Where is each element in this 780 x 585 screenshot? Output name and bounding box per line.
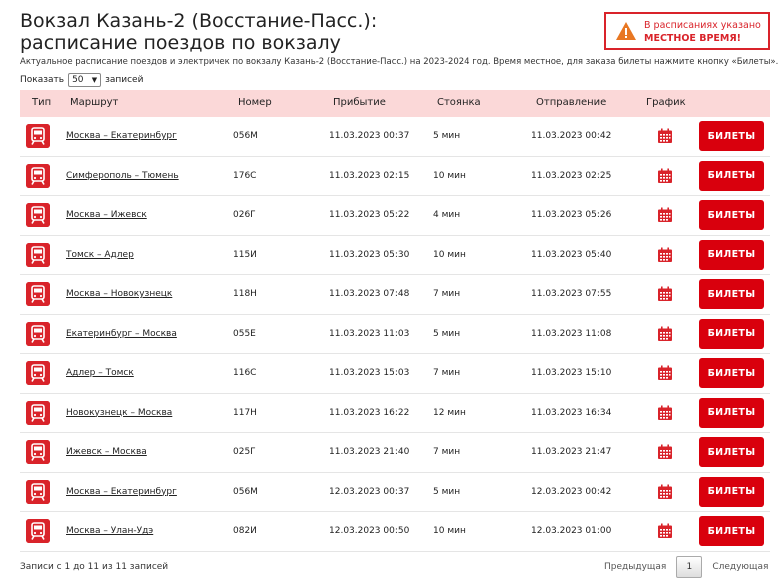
col-type[interactable]: Тип (32, 97, 52, 108)
stop-duration: 10 мин (433, 526, 466, 536)
route-link[interactable]: Москва – Екатеринбург (66, 131, 177, 141)
tickets-button[interactable]: БИЛЕТЫ (699, 477, 764, 507)
pagination-next[interactable]: Следующая (712, 562, 769, 572)
route-link[interactable]: Адлер – Томск (66, 368, 134, 378)
table-row (20, 117, 770, 157)
train-icon (26, 480, 50, 504)
length-suffix: записей (105, 75, 144, 85)
route-link[interactable]: Ижевск – Москва (66, 447, 147, 457)
arrival-time: 11.03.2023 21:40 (329, 447, 410, 457)
arrival-time: 11.03.2023 07:48 (329, 289, 410, 299)
departure-time: 11.03.2023 15:10 (531, 368, 612, 378)
arrival-time: 11.03.2023 02:15 (329, 170, 410, 181)
train-number: 117Н (233, 407, 257, 418)
notice-line-1: В расписаниях указано (644, 20, 761, 31)
train-number: 082И (233, 526, 257, 536)
calendar-icon[interactable] (657, 168, 673, 184)
route-link[interactable]: Москва – Улан-Удэ (66, 526, 154, 536)
stop-duration: 5 мин (433, 131, 461, 141)
stop-duration: 7 мин (433, 368, 461, 378)
pagination-page[interactable]: 1 (676, 556, 702, 578)
train-icon (26, 243, 50, 267)
col-route[interactable]: Маршрут (70, 97, 119, 108)
local-time-notice (604, 12, 770, 50)
route-link[interactable]: Москва – Ижевск (66, 210, 147, 220)
train-number: 056М (233, 131, 258, 141)
table-row (20, 354, 770, 394)
warning-icon (615, 21, 637, 41)
table-row (20, 236, 770, 276)
route-link[interactable]: Новокузнецк – Москва (66, 407, 173, 418)
length-control (20, 73, 143, 87)
col-stop[interactable]: Стоянка (437, 97, 481, 108)
train-icon (26, 164, 50, 188)
table-row (20, 275, 770, 315)
train-icon (26, 440, 50, 464)
schedule-table (20, 90, 770, 552)
col-arrival[interactable]: Прибытие (333, 97, 386, 108)
stop-duration: 4 мин (433, 210, 461, 220)
departure-time: 11.03.2023 00:42 (531, 131, 612, 141)
departure-time: 11.03.2023 16:34 (531, 407, 612, 418)
arrival-time: 11.03.2023 05:22 (329, 210, 410, 220)
calendar-icon[interactable] (657, 444, 673, 460)
calendar-icon[interactable] (657, 247, 673, 263)
notice-line-2: МЕСТНОЕ ВРЕМЯ! (644, 33, 742, 44)
stop-duration: 7 мин (433, 289, 461, 299)
train-number: 056М (233, 486, 258, 497)
train-number: 055Е (233, 328, 256, 339)
page-description: Актуальное расписание поездов и электричек по вокзалу Казань-2 (Восстание-Пасс.) на 2023-2024 год. Время местное, для заказа билеты нажмите кнопку «Билеты». (20, 57, 779, 67)
tickets-button[interactable]: БИЛЕТЫ (699, 200, 764, 230)
tickets-button[interactable]: БИЛЕТЫ (699, 121, 764, 151)
train-number: 115И (233, 249, 257, 260)
departure-time: 11.03.2023 05:40 (531, 249, 612, 260)
departure-time: 11.03.2023 02:25 (531, 170, 612, 181)
table-row (20, 394, 770, 434)
departure-time: 12.03.2023 00:42 (531, 486, 612, 497)
calendar-icon[interactable] (657, 326, 673, 342)
table-row (20, 512, 770, 552)
length-select[interactable] (68, 73, 101, 87)
stop-duration: 5 мин (433, 486, 461, 497)
table-row (20, 157, 770, 197)
stop-duration: 5 мин (433, 328, 461, 339)
arrival-time: 12.03.2023 00:50 (329, 526, 410, 536)
train-icon (26, 282, 50, 306)
col-departure[interactable]: Отправление (536, 97, 607, 108)
pagination-previous[interactable]: Предыдущая (604, 562, 667, 572)
length-prefix: Показать (20, 75, 65, 85)
col-number[interactable]: Номер (238, 97, 272, 108)
tickets-button[interactable]: БИЛЕТЫ (699, 358, 764, 388)
train-icon (26, 322, 50, 346)
calendar-icon[interactable] (657, 523, 673, 539)
stop-duration: 7 мин (433, 447, 461, 457)
arrival-time: 11.03.2023 11:03 (329, 328, 410, 339)
tickets-button[interactable]: БИЛЕТЫ (699, 437, 764, 467)
departure-time: 11.03.2023 05:26 (531, 210, 612, 220)
calendar-icon[interactable] (657, 484, 673, 500)
stop-duration: 10 мин (433, 170, 466, 181)
title-line-1: Вокзал Казань-2 (Восстание-Пасс.): (20, 10, 378, 32)
table-body (20, 117, 770, 552)
page-title (20, 10, 377, 54)
arrival-time: 11.03.2023 00:37 (329, 131, 410, 141)
train-icon (26, 519, 50, 543)
calendar-icon[interactable] (657, 365, 673, 381)
chevron-down-icon: ▼ (91, 76, 98, 84)
calendar-icon[interactable] (657, 128, 673, 144)
calendar-icon[interactable] (657, 286, 673, 302)
calendar-icon[interactable] (657, 405, 673, 421)
train-icon (26, 401, 50, 425)
train-number: 116С (233, 368, 257, 378)
table-header (20, 90, 770, 117)
departure-time: 11.03.2023 07:55 (531, 289, 612, 299)
tickets-button[interactable]: БИЛЕТЫ (699, 516, 764, 546)
tickets-button[interactable]: БИЛЕТЫ (699, 240, 764, 270)
table-row (20, 433, 770, 473)
train-icon (26, 361, 50, 385)
table-row (20, 473, 770, 513)
departure-time: 11.03.2023 21:47 (531, 447, 612, 457)
departure-time: 12.03.2023 01:00 (531, 526, 612, 536)
tickets-button[interactable]: БИЛЕТЫ (699, 161, 764, 191)
train-number: 118Н (233, 289, 257, 299)
arrival-time: 11.03.2023 15:03 (329, 368, 410, 378)
stop-duration: 10 мин (433, 249, 466, 260)
departure-time: 11.03.2023 11:08 (531, 328, 612, 339)
calendar-icon[interactable] (657, 207, 673, 223)
train-icon (26, 203, 50, 227)
col-schedule[interactable]: График (646, 97, 686, 108)
length-select-value: 50 (72, 75, 84, 85)
train-number: 026Г (233, 210, 256, 220)
tickets-button[interactable]: БИЛЕТЫ (699, 319, 764, 349)
train-icon (26, 124, 50, 148)
stop-duration: 12 мин (433, 407, 466, 418)
route-link[interactable]: Москва – Новокузнецк (66, 289, 173, 299)
table-row (20, 315, 770, 355)
tickets-button[interactable]: БИЛЕТЫ (699, 279, 764, 309)
table-info: Записи с 1 до 11 из 11 записей (20, 562, 169, 572)
train-number: 176С (233, 170, 257, 181)
tickets-button[interactable]: БИЛЕТЫ (699, 398, 764, 428)
arrival-time: 11.03.2023 16:22 (329, 407, 410, 418)
route-link[interactable]: Екатеринбург – Москва (66, 328, 177, 339)
table-row (20, 196, 770, 236)
train-number: 025Г (233, 447, 256, 457)
route-link[interactable]: Томск – Адлер (66, 249, 134, 260)
pagination (604, 556, 768, 578)
route-link[interactable]: Москва – Екатеринбург (66, 486, 177, 497)
arrival-time: 12.03.2023 00:37 (329, 486, 410, 497)
title-line-2: расписание поездов по вокзалу (20, 32, 341, 54)
arrival-time: 11.03.2023 05:30 (329, 249, 410, 260)
route-link[interactable]: Симферополь – Тюмень (66, 170, 179, 181)
